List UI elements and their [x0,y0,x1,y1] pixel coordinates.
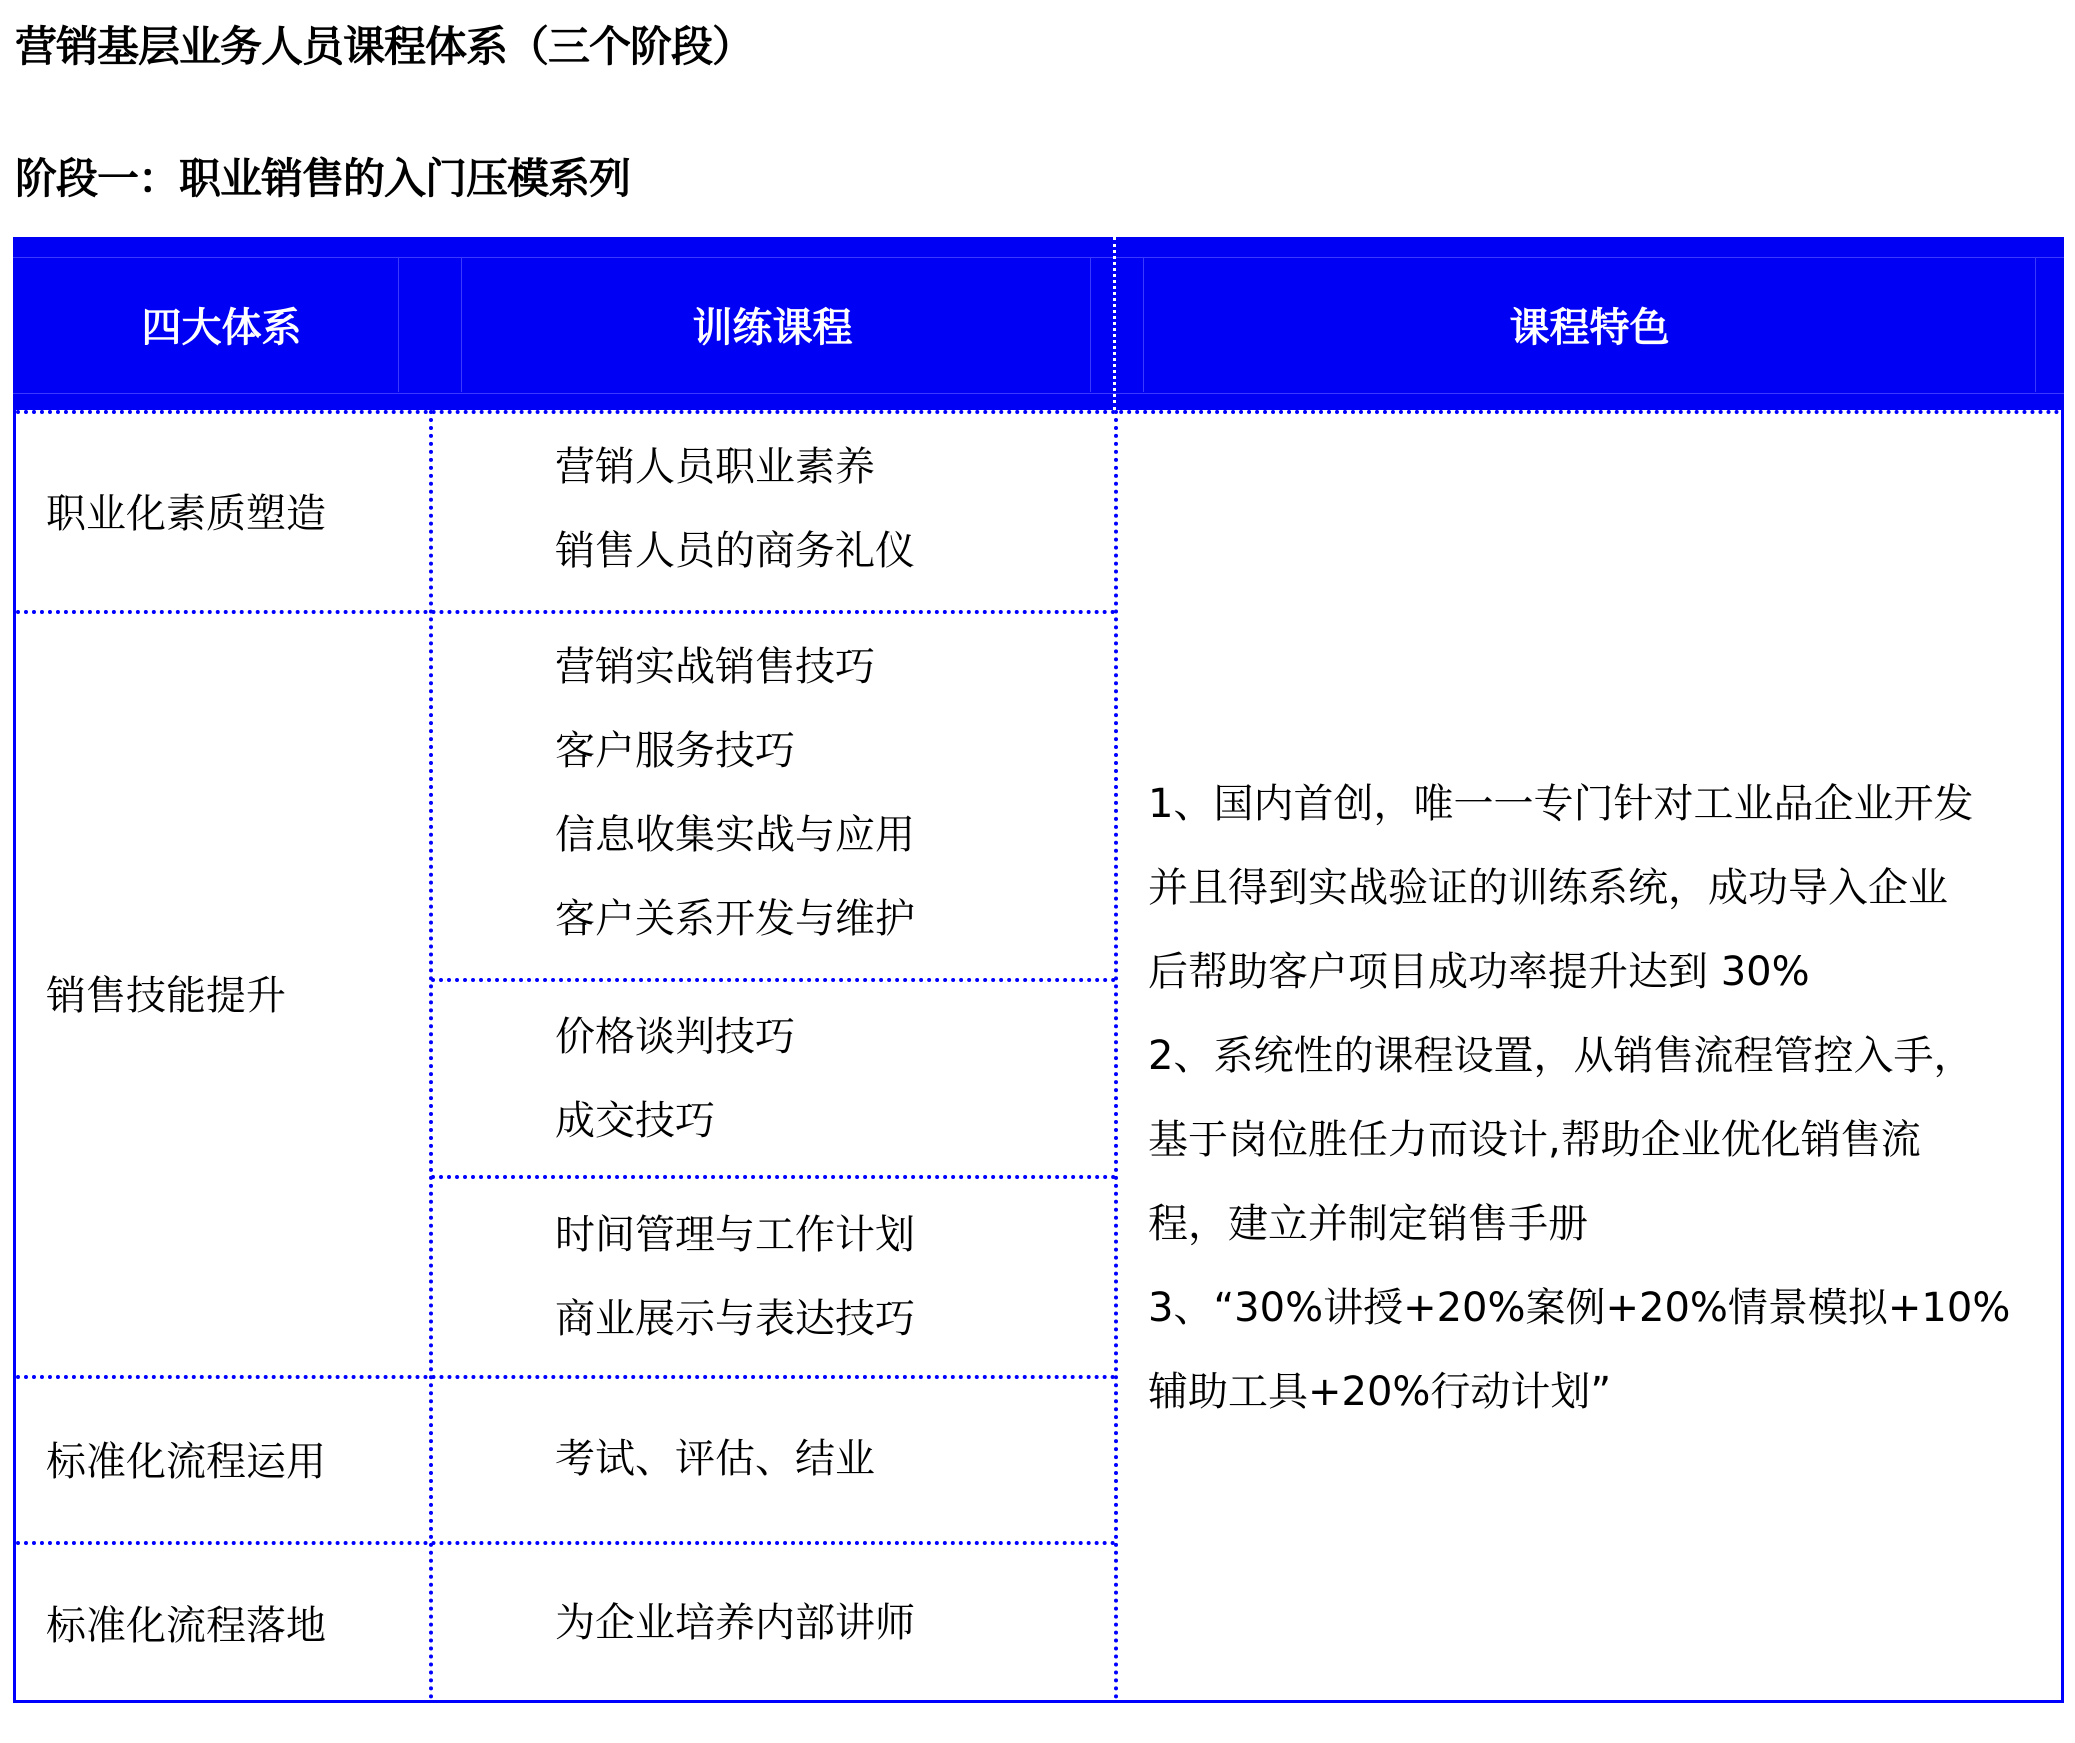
column-divider [1114,410,1118,1700]
system-cell: 职业化素质塑造 [46,490,326,537]
header-features: 课程特色 [1509,305,1670,351]
features-cell [1148,762,2068,1434]
header-systems: 四大体系 [141,305,302,351]
table-header [13,237,2064,410]
course-item: 成交技巧 [555,1098,715,1144]
table-body [13,410,2064,1703]
course-item: 销售人员的商务礼仪 [555,528,915,574]
course-cell [555,995,795,1163]
system-cell: 标准化流程运用 [46,1438,326,1485]
page-title: 营销基层业务人员课程体系（三个阶段） [15,22,754,71]
feature-line: 并且得到实战验证的训练系统，成功导入企业 [1148,865,1948,911]
feature-line: 后帮助客户项目成功率提升达到 30% [1148,949,1810,995]
course-item: 商业展示与表达技巧 [555,1296,915,1342]
course-item: 客户关系开发与维护 [555,896,915,942]
feature-line: 3、“30%讲授+20%案例+20%情景模拟+10% [1148,1285,2011,1331]
course-cell [555,625,915,961]
course-item: 时间管理与工作计划 [555,1212,915,1258]
course-cell [555,425,915,593]
course-item: 客户服务技巧 [555,728,795,774]
course-cell [555,1417,875,1501]
course-item: 为企业培养内部讲师 [555,1600,915,1646]
course-item: 价格谈判技巧 [555,1014,795,1060]
header-courses: 训练课程 [692,305,853,351]
course-item: 营销实战销售技巧 [555,644,875,690]
system-cell: 标准化流程落地 [46,1602,326,1649]
feature-line: 辅助工具+20%行动计划” [1148,1369,1612,1415]
feature-line: 1、国内首创，唯一一专门针对工业品企业开发 [1148,781,1974,827]
column-divider [429,410,433,1700]
row-divider [431,978,1116,982]
row-divider [431,1175,1116,1179]
course-item: 营销人员职业素养 [555,444,875,490]
feature-line: 程，建立并制定销售手册 [1148,1201,1588,1247]
feature-line: 基于岗位胜任力而设计,帮助企业优化销售流 [1148,1117,1921,1163]
section-subtitle: 阶段一：职业销售的入门压模系列 [15,154,631,203]
course-cell [555,1581,915,1665]
course-cell [555,1193,915,1361]
system-cell: 销售技能提升 [46,973,286,1019]
course-item: 考试、评估、结业 [555,1436,875,1482]
course-table [13,237,2064,1703]
feature-line: 2、系统性的课程设置，从销售流程管控入手， [1148,1033,1974,1079]
course-item: 信息收集实战与应用 [555,812,915,858]
